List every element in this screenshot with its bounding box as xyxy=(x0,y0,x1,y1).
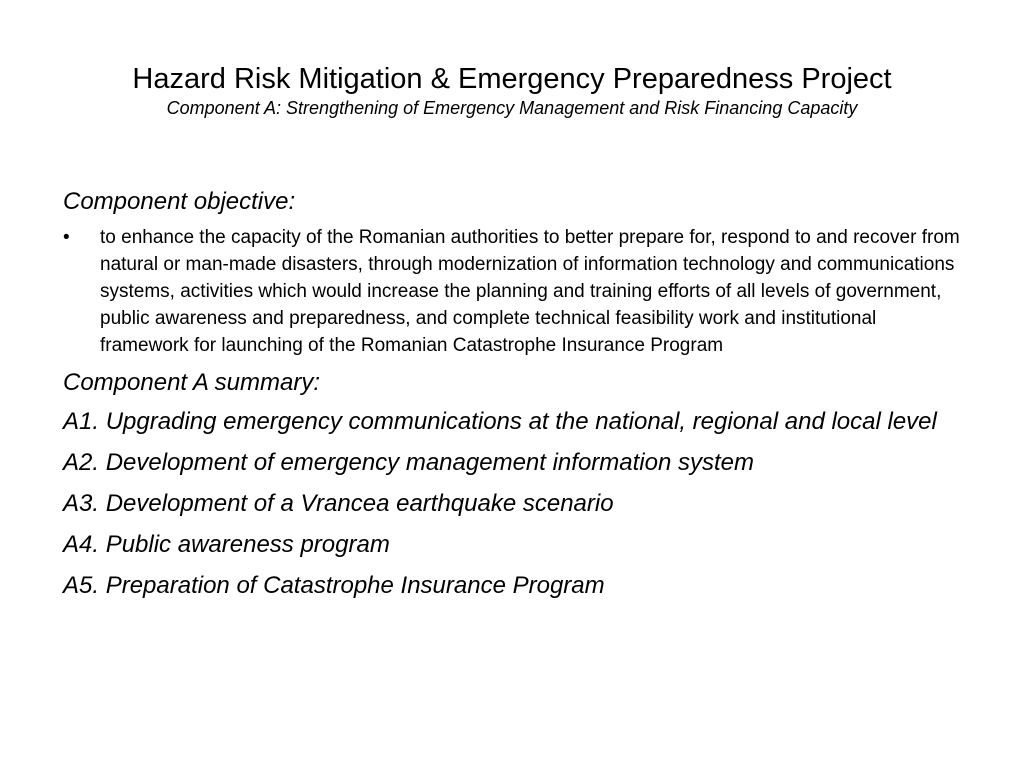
slide-title: Hazard Risk Mitigation & Emergency Preparedness Project xyxy=(132,63,892,95)
component-objective-heading: Component objective: xyxy=(63,188,296,215)
component-summary-heading: Component A summary: xyxy=(63,369,320,396)
summary-item-a4: A4. Public awareness program xyxy=(63,531,390,558)
summary-item-a2: A2. Development of emergency management information system xyxy=(63,449,754,476)
summary-item-a3: A3. Development of a Vrancea earthquake scenario xyxy=(63,490,614,517)
slide-body xyxy=(63,186,968,610)
summary-item-a1: A1. Upgrading emergency communications at the national, regional and local level xyxy=(63,408,937,435)
objective-bullet xyxy=(63,224,968,359)
slide-subtitle: Component A: Strengthening of Emergency Management and Risk Financing Capacity xyxy=(166,98,858,118)
bullet-icon: • xyxy=(63,227,70,248)
summary-item-a5: A5. Preparation of Catastrophe Insurance Program xyxy=(63,572,605,599)
objective-text: to enhance the capacity of the Romanian authorities to better prepare for, respond to and recover from natural or man-made disasters, through modernization of information technology and communications systems, activities which would increase the planning and training efforts of all levels of government, public awareness and preparedness, and complete technical feasibility work and institutional framework for launching of the Romanian Catastrophe Insurance Program xyxy=(100,227,960,356)
summary-list xyxy=(63,405,968,602)
slide-title-block xyxy=(40,62,984,120)
